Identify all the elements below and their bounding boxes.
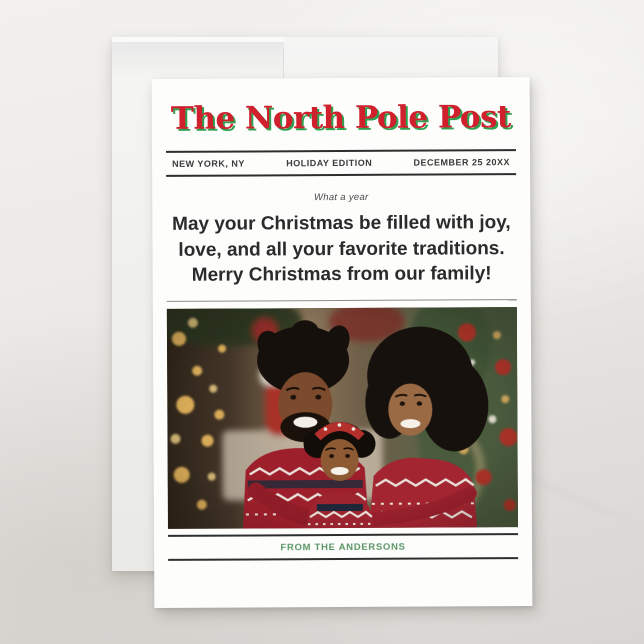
dateline-edition: HOLIDAY EDITION [286,157,373,169]
tagline: What a year [313,191,369,204]
holiday-card [152,77,533,608]
dateline-location: NEW YORK, NY [172,158,245,169]
family-photo [167,307,518,529]
dateline-date: DECEMBER 25 20XX [413,157,511,168]
headline-message: May your Christmas be filled with joy, love, and all your favorite traditions. Merry Christmas from our family! [172,212,511,287]
photo-top-divider [167,299,517,302]
newspaper-masthead: The North Pole Post [170,99,511,137]
footer-divider [168,557,518,561]
family-signature: FROM THE ANDERSONS [280,541,406,554]
dateline-bar [166,151,516,177]
family-photo-illustration [167,307,518,529]
